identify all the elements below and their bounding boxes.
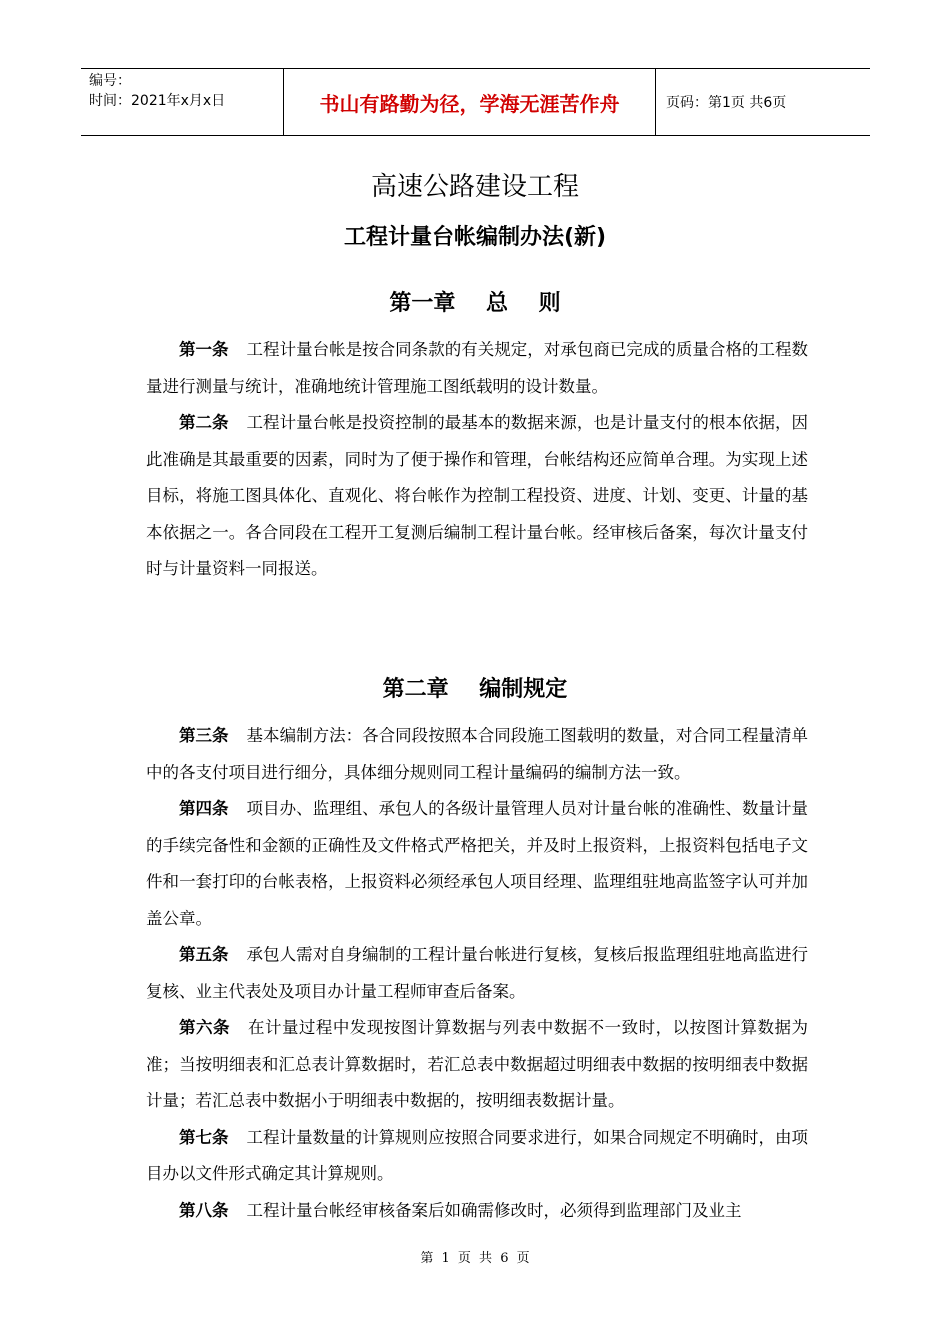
article-label: 第二条 [179, 413, 229, 432]
chapter-1-heading: 第一章 总 则 [389, 291, 561, 316]
article-5 [146, 937, 808, 1010]
article-label: 第八条 [179, 1200, 229, 1220]
article-2 [146, 405, 808, 588]
article-label: 第四条 [179, 799, 229, 818]
header-motto: 书山有路勤为径，学海无涯苦作舟 [283, 69, 656, 135]
article-1 [146, 332, 808, 405]
article-text: 工程计量台帐经审核备案后如确需修改时，必须得到监理部门及业主 [246, 1200, 742, 1220]
header-page-info: 页码：第1页 共6页 [666, 95, 787, 111]
article-4 [146, 791, 808, 937]
article-text: 在计量过程中发现按图计算数据与列表中数据不一致时，以按图计算数据为准；当按明细表和汇总表计算数据时，若汇总表中数据超过明细表中数据的按明细表中数据计量；若汇总表中数据小于明细表中数据的，按明细表数据计量。 [146, 1018, 809, 1110]
article-7 [146, 1120, 808, 1193]
article-6 [146, 1010, 808, 1120]
article-label: 第六条 [179, 1018, 230, 1037]
chapter-2-body [146, 718, 808, 1229]
article-text: 工程计量台帐是投资控制的最基本的数据来源，也是计量支付的根本依据，因此准确是其最重要的因素，同时为了便于操作和管理，台帐结构还应简单合理。为实现上述目标，将施工图具体化、直观化、将台帐作为控制工程投资、进度、计划、变更、计量的基本依据之一。各合同段在工程开工复测后编制工程计量台帐。经审核后备案，每次计量支付时与计量资料一同报送。 [146, 413, 809, 578]
article-label: 第三条 [179, 726, 229, 745]
article-text: 基本编制方法：各合同段按照本合同段施工图载明的数量，对合同工程量清单中的各支付项目进行细分，具体细分规则同工程计量编码的编制方法一致。 [146, 726, 809, 782]
article-text: 工程计量数量的计算规则应按照合同要求进行，如果合同规定不明确时，由项目办以文件形式确定其计算规则。 [146, 1127, 809, 1183]
document-title: 高速公路建设工程 [370, 172, 579, 202]
article-label: 第五条 [179, 945, 229, 964]
document-subtitle: 工程计量台帐编制办法(新) [343, 225, 607, 250]
header-table [81, 68, 870, 136]
article-label: 第一条 [179, 340, 229, 359]
article-text: 项目办、监理组、承包人的各级计量管理人员对计量台帐的准确性、数量计量的手续完备性和金额的正确性及文件格式严格把关，并及时上报资料，上报资料包括电子文件和一套打印的台帐表格，上报资料必须经承包人项目经理、监理组驻地高监签字认可并加盖公章。 [146, 799, 809, 928]
chapter-1-body [146, 332, 808, 588]
page-footer: 第 1 页 共 6 页 [420, 1251, 530, 1266]
document-time-label: 时间：2021年x月x日 [89, 93, 226, 109]
article-text: 承包人需对自身编制的工程计量台帐进行复核，复核后报监理组驻地高监进行复核、业主代表处及项目办计量工程师审查后备案。 [146, 945, 809, 1001]
chapter-2-heading: 第二章 编制规定 [382, 677, 568, 702]
document-number-label: 编号： [89, 73, 131, 89]
header-meta-cell [81, 69, 283, 135]
article-3 [146, 718, 808, 791]
article-8 [146, 1193, 808, 1230]
article-label: 第七条 [179, 1127, 229, 1147]
article-text: 工程计量台帐是按合同条款的有关规定，对承包商已完成的质量合格的工程数量进行测量与统计，准确地统计管理施工图纸载明的设计数量。 [146, 340, 809, 396]
